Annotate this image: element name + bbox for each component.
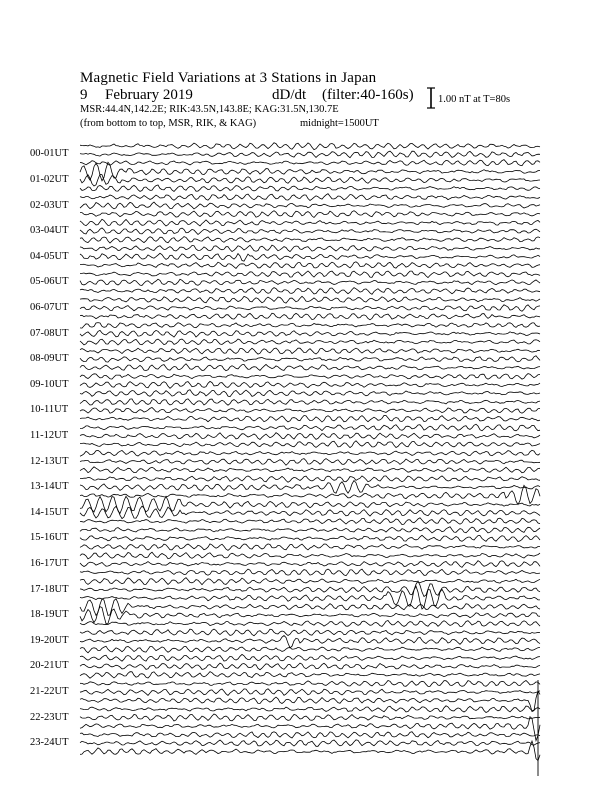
trace-rik bbox=[80, 581, 540, 596]
trace-rik bbox=[80, 481, 540, 494]
midnight-note: midnight=1500UT bbox=[300, 118, 379, 129]
trace-kag bbox=[80, 143, 540, 150]
trace-kag bbox=[80, 450, 540, 456]
hour-label: 08-09UT bbox=[30, 353, 69, 365]
trace-rik bbox=[80, 607, 540, 624]
hour-label: 06-07UT bbox=[30, 302, 69, 313]
trace-rik bbox=[80, 433, 540, 440]
hour-label: 01-02UT bbox=[30, 174, 69, 185]
trace-kag bbox=[80, 399, 540, 405]
hour-label: 21-22UT bbox=[30, 686, 69, 697]
trace-kag bbox=[80, 476, 540, 482]
hour-label: 04-05UT bbox=[30, 250, 69, 262]
trace-rik bbox=[80, 174, 540, 186]
trace-rik bbox=[80, 689, 540, 696]
trace-rik bbox=[80, 663, 540, 670]
trace-kag bbox=[80, 296, 540, 303]
hour-label: 17-18UT bbox=[30, 583, 69, 595]
trace-rik bbox=[80, 356, 540, 362]
trace-kag bbox=[80, 219, 540, 226]
trace-rik bbox=[80, 228, 540, 235]
trace-msr bbox=[80, 467, 540, 473]
trace-rik bbox=[80, 279, 540, 285]
scale-label: 1.00 nT at T=80s bbox=[438, 94, 511, 105]
trace-kag bbox=[80, 162, 540, 181]
hour-label: 00-01UT bbox=[30, 148, 69, 160]
hour-label: 10-11UT bbox=[30, 404, 69, 416]
quantity-label: dD/dt bbox=[272, 87, 307, 103]
trace-msr bbox=[80, 621, 540, 627]
date-day: 9 bbox=[80, 87, 88, 103]
hour-label: 19-20UT bbox=[30, 634, 69, 646]
chart-title: Magnetic Field Variations at 3 Stations in Japan bbox=[80, 70, 377, 86]
hour-label: 14-15UT bbox=[30, 506, 69, 518]
trace-kag bbox=[80, 496, 540, 513]
hour-label: 22-23UT bbox=[30, 711, 69, 723]
trace-kag bbox=[80, 681, 540, 687]
trace-kag bbox=[80, 578, 540, 585]
date-month-year: February 2019 bbox=[105, 87, 193, 103]
trace-kag bbox=[80, 599, 540, 616]
hour-label: 05-06UT bbox=[30, 276, 69, 288]
hour-label: 13-14UT bbox=[30, 481, 69, 493]
trace-msr bbox=[80, 313, 540, 320]
trace-msr bbox=[80, 672, 540, 679]
trace-kag bbox=[80, 706, 540, 713]
trace-rik bbox=[80, 381, 540, 388]
trace-kag bbox=[80, 194, 540, 201]
trace-msr bbox=[80, 415, 540, 422]
trace-msr bbox=[80, 569, 540, 576]
hour-label: 16-17UT bbox=[30, 558, 69, 569]
trace-msr bbox=[80, 288, 540, 295]
traces-group bbox=[80, 143, 540, 776]
hour-label: 03-04UT bbox=[30, 225, 69, 237]
hour-label: 23-24UT bbox=[30, 737, 69, 749]
trace-rik bbox=[80, 561, 540, 568]
trace-kag bbox=[80, 424, 540, 431]
trace-msr bbox=[80, 646, 540, 653]
trace-rik bbox=[80, 714, 540, 721]
trace-kag bbox=[80, 323, 540, 329]
trace-msr bbox=[80, 544, 540, 551]
trace-kag bbox=[80, 654, 540, 661]
trace-rik bbox=[80, 408, 540, 414]
trace-kag bbox=[80, 552, 540, 559]
trace-msr bbox=[80, 364, 540, 371]
trace-msr bbox=[80, 211, 540, 218]
trace-kag bbox=[80, 629, 540, 636]
trace-msr bbox=[80, 518, 540, 525]
hour-label: 07-08UT bbox=[30, 327, 69, 339]
trace-rik bbox=[80, 459, 540, 466]
hour-label: 02-03UT bbox=[30, 199, 69, 211]
trace-rik bbox=[80, 202, 540, 209]
hour-label: 12-13UT bbox=[30, 455, 69, 467]
trace-rik bbox=[80, 151, 540, 158]
hour-label: 15-16UT bbox=[30, 532, 69, 544]
trace-kag bbox=[80, 732, 540, 738]
hour-label: 11-12UT bbox=[30, 430, 69, 441]
trace-msr bbox=[80, 339, 540, 345]
trace-kag bbox=[80, 374, 540, 380]
stations-line: MSR:44.4N,142.2E; RIK:43.5N,143.8E; KAG:31.5N,130.7E bbox=[80, 104, 339, 115]
trace-rik bbox=[80, 253, 540, 261]
trace-msr bbox=[80, 160, 540, 166]
hour-label: 18-19UT bbox=[30, 609, 69, 621]
trace-msr bbox=[80, 185, 540, 192]
trace-kag bbox=[80, 245, 540, 251]
trace-rik bbox=[80, 740, 540, 747]
trace-kag bbox=[80, 348, 540, 354]
trace-rik bbox=[80, 535, 540, 541]
trace-msr bbox=[80, 441, 540, 448]
filter-label: (filter:40-160s) bbox=[322, 87, 414, 103]
hour-label: 09-10UT bbox=[30, 378, 69, 390]
scale-bar bbox=[427, 88, 435, 108]
trace-msr bbox=[80, 262, 540, 269]
hour-label: 20-21UT bbox=[30, 660, 69, 672]
trace-rik bbox=[80, 305, 540, 312]
trace-rik bbox=[80, 636, 540, 648]
order-note: (from bottom to top, MSR, RIK, & KAG) bbox=[80, 118, 257, 129]
trace-msr bbox=[80, 237, 540, 243]
trace-kag bbox=[80, 527, 540, 533]
trace-rik bbox=[80, 330, 540, 337]
trace-msr bbox=[80, 390, 540, 397]
trace-kag bbox=[80, 271, 540, 278]
